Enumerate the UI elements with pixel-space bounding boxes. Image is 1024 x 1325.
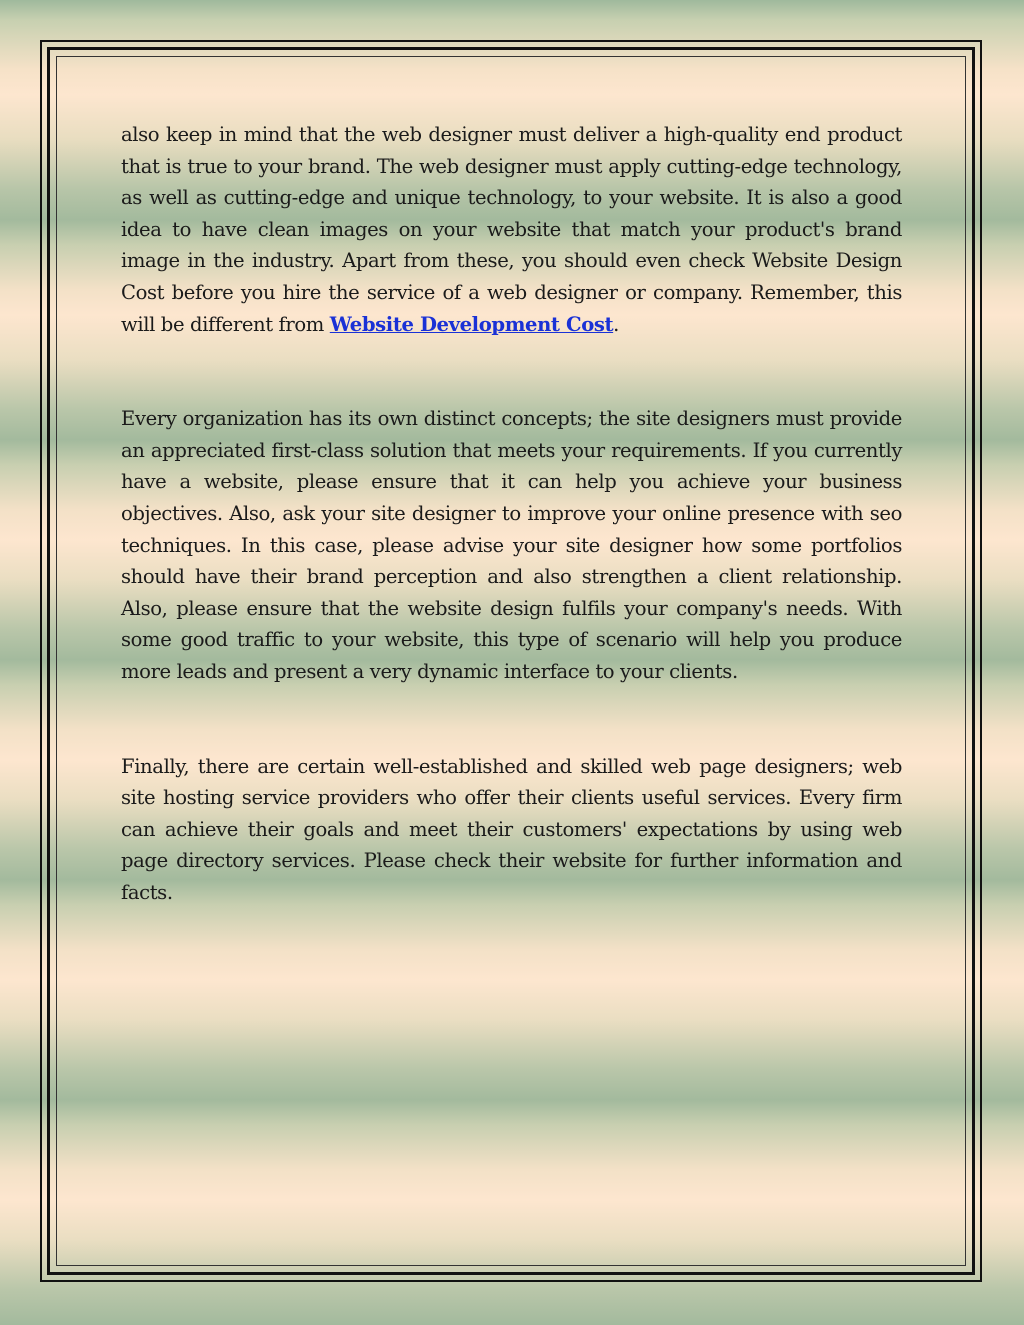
website-development-cost-link[interactable]: Website Development Cost (329, 312, 614, 336)
paragraph-1-text: also keep in mind that the web designer must deliver a high-quality end product that is true to your brand. The web designer must apply cutting-edge technology, as well as cutting-edge and unique technology, to your website. It is also a good idea to have clean images on your website that match your product's brand image in the industry. Apart from these, you should even check Website Design Cost before you hire the service of a web designer or company. Remember, this will be different from (121, 123, 902, 336)
paragraph-3: Finally, there are certain well-established and skilled web page designers; web site hosting service providers who offer their clients useful services. Every firm can achieve their goals and meet their customers' expectations by using web page directory services. Please check their website for further information and facts. (121, 754, 902, 904)
paragraph-1-end: . (613, 312, 619, 336)
document-body (121, 119, 902, 908)
paragraph-2: Every organization has its own distinct concepts; the site designers must provide an appreciated first-class solution that meets your requirements. If you currently have a website, please ensure that it can help you achieve your business objectives. Also, ask your site designer to improve your online presence with seo techniques. In this case, please advise your site designer how some portfolios should have their brand perception and also strengthen a client relationship. Also, please ensure that the website design fulfils your company's needs. With some good traffic to your website, this type of scenario will help you produce more leads and present a very dynamic interface to your clients. (121, 407, 902, 683)
paragraph-1 (121, 119, 902, 340)
